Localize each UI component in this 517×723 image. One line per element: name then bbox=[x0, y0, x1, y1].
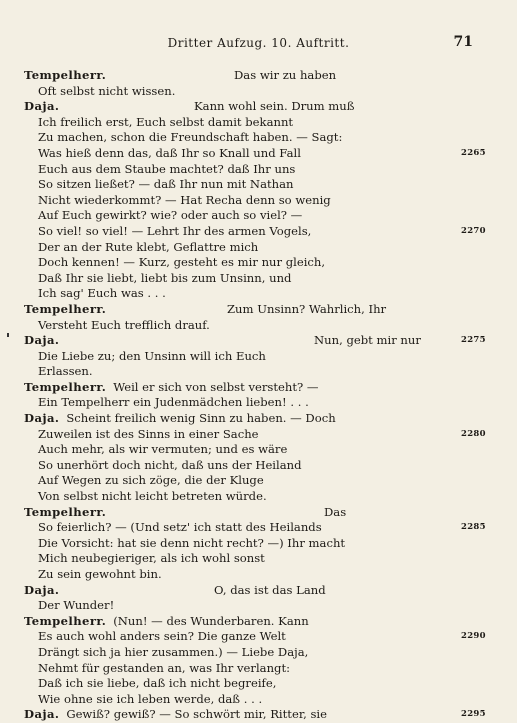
speaker-name: Daja. bbox=[24, 333, 60, 348]
text-line bbox=[24, 286, 464, 302]
margin-mark bbox=[7, 333, 9, 337]
verse-text: Mich neubegieriger, als ich wohl sonst bbox=[38, 551, 265, 566]
verse-text: Ein Tempelherr ein Judenmädchen lieben! . . . bbox=[38, 395, 309, 410]
text-line bbox=[24, 536, 464, 552]
page-header bbox=[0, 34, 517, 52]
text-line bbox=[24, 84, 464, 100]
text-line bbox=[24, 193, 464, 209]
speech-text: Das wir zu haben bbox=[234, 68, 337, 82]
text-line bbox=[24, 115, 464, 131]
text-line bbox=[24, 162, 464, 178]
text-line bbox=[24, 442, 464, 458]
verse-text: Daß Ihr sie liebt, liebt bis zum Unsinn, und bbox=[38, 270, 292, 285]
speaker-name: Tempelherr. bbox=[24, 504, 107, 519]
text-line bbox=[24, 99, 464, 115]
verse-text: Was hieß denn das, daß Ihr so Knall und Fall bbox=[38, 145, 301, 160]
speech-text: Scheint freilich wenig Sinn zu haben. — Doch bbox=[66, 411, 336, 426]
verse-text: Der Wunder! bbox=[38, 598, 115, 613]
speech-text: Gewiß? gewiß? — So schwört mir, Ritter, sie bbox=[66, 707, 327, 722]
verse-text: Auf Wegen zu sich zöge, die der Kluge bbox=[38, 473, 264, 488]
verse-text: Zuweilen ist des Sinns in einer Sache bbox=[38, 426, 259, 441]
line-number: 2275 bbox=[461, 335, 486, 346]
verse-text: Von selbst nicht leicht betreten würde. bbox=[38, 489, 267, 504]
text-line bbox=[24, 520, 486, 536]
text-line bbox=[24, 629, 486, 645]
line-number: 2270 bbox=[461, 225, 486, 236]
text-line bbox=[24, 598, 464, 614]
text-line bbox=[24, 661, 464, 677]
line-number: 2295 bbox=[461, 709, 486, 720]
speaker-name: Tempelherr. bbox=[24, 379, 107, 394]
text-line bbox=[24, 223, 486, 240]
speech-text: (Nun! — des Wunderbaren. Kann bbox=[113, 613, 309, 628]
text-line bbox=[24, 380, 464, 396]
speech-text: Kann wohl sein. Drum muß bbox=[194, 99, 355, 114]
speech-text: O, das ist das Land bbox=[214, 582, 326, 597]
speaker-name: Daja. bbox=[24, 582, 60, 597]
speaker-name: Daja. bbox=[24, 411, 60, 426]
verse-text: So feierlich? — (Und setz' ich statt des Heilands bbox=[38, 520, 322, 535]
line-number: 2280 bbox=[461, 428, 486, 439]
text-line bbox=[24, 614, 464, 630]
verse-text: Drängt sich ja hier zusammen.) — Liebe Daja, bbox=[38, 644, 309, 659]
text-line bbox=[24, 364, 464, 380]
speech-text: Das bbox=[324, 504, 347, 519]
text-line bbox=[24, 177, 464, 193]
text-line bbox=[24, 489, 464, 505]
text-line bbox=[24, 676, 464, 692]
text-line bbox=[24, 505, 464, 521]
text-line bbox=[24, 567, 464, 583]
verse-text: Wie ohne sie ich leben werde, daß . . . bbox=[38, 691, 263, 706]
speaker-name: Tempelherr. bbox=[24, 68, 107, 82]
text-line bbox=[24, 473, 464, 489]
text-line bbox=[24, 271, 464, 287]
verse-text: Versteht Euch trefflich drauf. bbox=[38, 317, 210, 332]
line-number: 2265 bbox=[461, 147, 486, 158]
speaker-name: Daja. bbox=[24, 707, 60, 722]
text-line bbox=[24, 349, 464, 365]
line-number: 2290 bbox=[461, 631, 486, 642]
speech-text: Weil er sich von selbst versteht? — bbox=[113, 379, 319, 394]
verse-text: Auf Euch gewirkt? wie? oder auch so viel? — bbox=[38, 208, 303, 223]
verse-text: Zu sein gewohnt bin. bbox=[38, 567, 162, 581]
verse-text: Zu machen, schon die Freundschaft haben. — Sagt: bbox=[38, 130, 343, 145]
line-number: 2285 bbox=[461, 522, 486, 533]
speaker-name: Tempelherr. bbox=[24, 613, 107, 628]
verse-text: Doch kennen! — Kurz, gesteht es mir nur gleich, bbox=[38, 255, 326, 270]
verse-text: Daß ich sie liebe, daß ich nicht begreife, bbox=[38, 676, 277, 691]
text-line bbox=[24, 68, 464, 84]
verse-text: Auch mehr, als wir vermuten; und es wäre bbox=[38, 442, 288, 457]
play-text bbox=[24, 68, 486, 723]
text-line bbox=[24, 426, 486, 443]
speech-text: Zum Unsinn? Wahrlich, Ihr bbox=[227, 301, 387, 316]
text-line bbox=[24, 240, 464, 256]
verse-text: So unerhört doch nicht, daß uns der Heiland bbox=[38, 457, 302, 472]
verse-text: So viel! so viel! — Lehrt Ihr des armen Vogels, bbox=[38, 223, 312, 238]
verse-text: Nehmt für gestanden an, was Ihr verlangt: bbox=[38, 660, 291, 675]
text-line bbox=[24, 333, 486, 349]
verse-text: Es auch wohl anders sein? Die ganze Welt bbox=[38, 629, 286, 644]
text-line bbox=[24, 208, 464, 224]
text-line bbox=[24, 255, 464, 271]
text-line bbox=[24, 145, 486, 162]
text-line bbox=[24, 458, 464, 474]
verse-text: Die Liebe zu; den Unsinn will ich Euch bbox=[38, 348, 266, 363]
verse-text: Oft selbst nicht wissen. bbox=[38, 83, 176, 98]
speaker-name: Daja. bbox=[24, 99, 60, 114]
text-line bbox=[24, 318, 464, 334]
verse-text: Ich freilich erst, Euch selbst damit bekannt bbox=[38, 114, 294, 129]
verse-text: Euch aus dem Staube machtet? daß Ihr uns bbox=[38, 161, 296, 176]
verse-text: So sitzen ließet? — daß Ihr nun mit Nathan bbox=[38, 177, 294, 192]
verse-text: Nicht wiederkommt? — Hat Recha denn so wenig bbox=[38, 192, 331, 207]
text-line bbox=[24, 411, 464, 427]
verse-text: Ich sag' Euch was . . . bbox=[38, 286, 166, 301]
text-line bbox=[24, 551, 464, 567]
text-line bbox=[24, 395, 464, 411]
text-line bbox=[24, 130, 464, 146]
text-line bbox=[24, 583, 464, 599]
text-line bbox=[24, 692, 464, 708]
text-line bbox=[24, 302, 464, 318]
verse-text: Der an der Rute klebt, Geflattre mich bbox=[38, 239, 259, 254]
verse-text: Die Vorsicht: hat sie denn nicht recht? —) Ihr macht bbox=[38, 535, 346, 550]
running-title: Dritter Aufzug. 10. Auftritt. bbox=[167, 36, 350, 50]
verse-text: Erlassen. bbox=[38, 364, 93, 379]
page-number: 71 bbox=[453, 34, 473, 50]
text-line bbox=[24, 707, 486, 723]
text-line bbox=[24, 645, 464, 661]
speech-text: Nun, gebt mir nur bbox=[314, 333, 421, 348]
speaker-name: Tempelherr. bbox=[24, 301, 107, 316]
